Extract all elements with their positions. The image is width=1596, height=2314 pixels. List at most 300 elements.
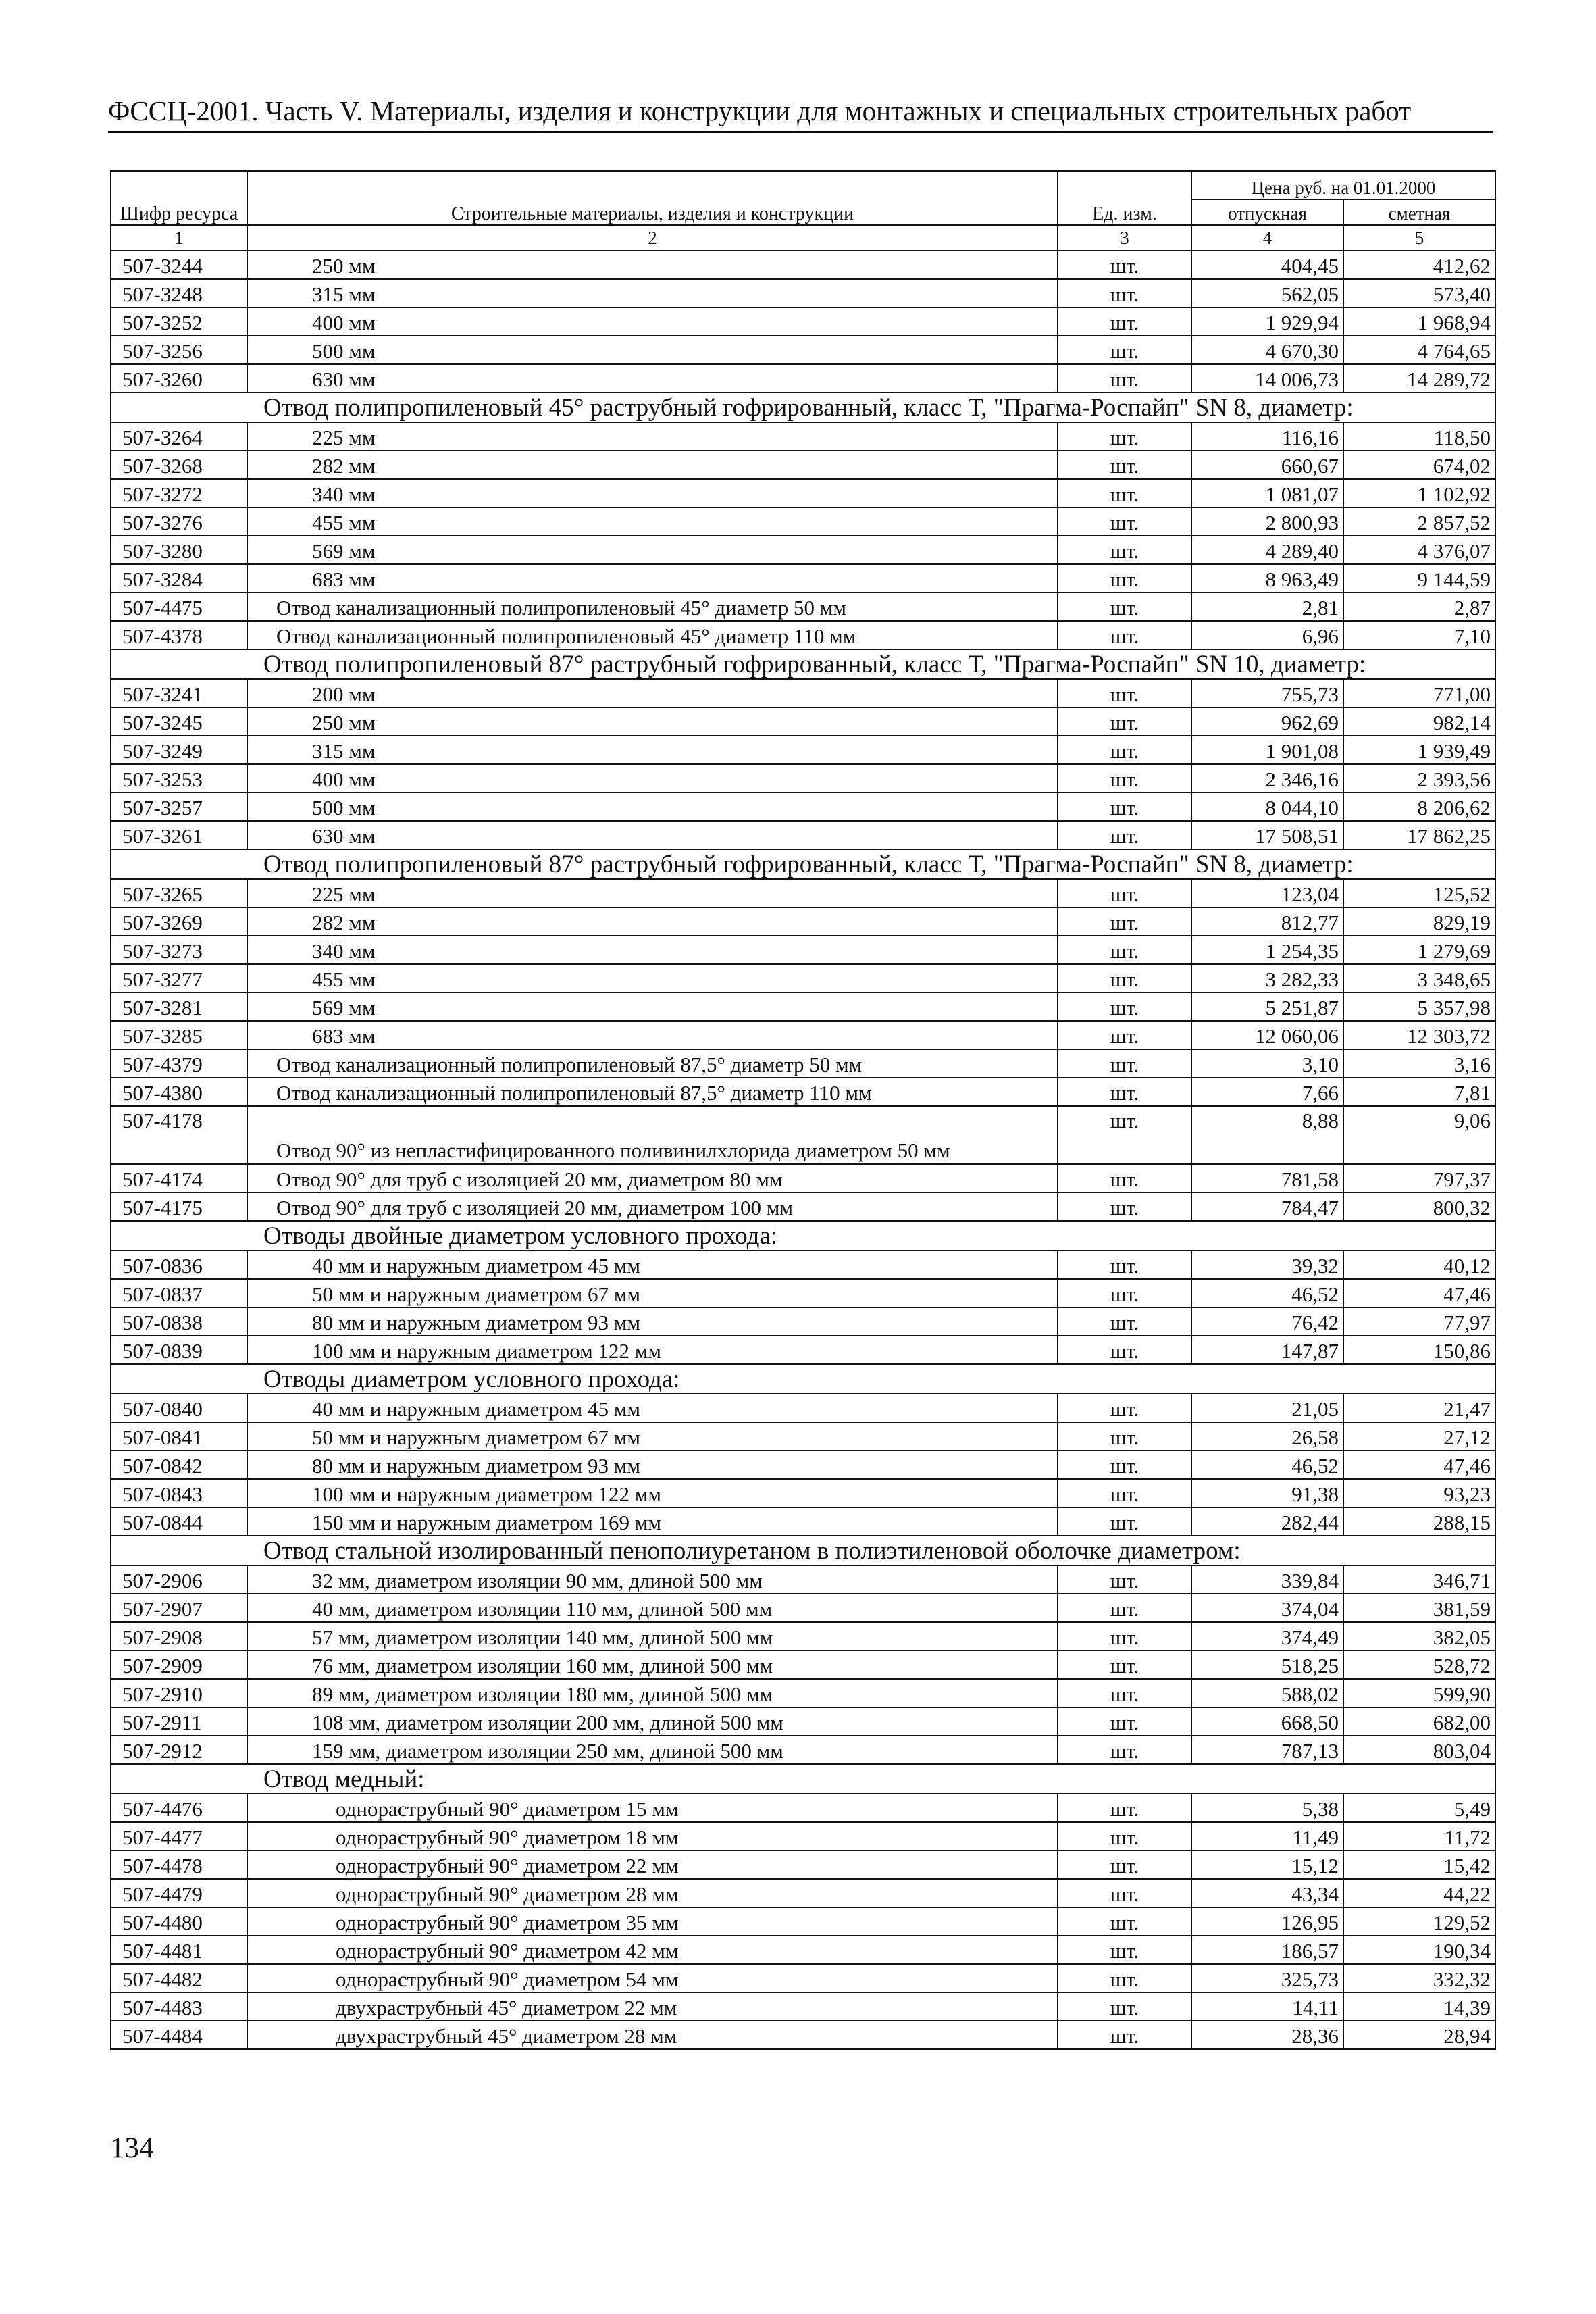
release-price: 14 006,73 xyxy=(1191,364,1343,393)
release-price: 6,96 xyxy=(1191,621,1343,649)
estimate-price: 9 144,59 xyxy=(1343,564,1495,593)
group-heading: Отвод полипропиленовый 87° раструбный гофрированный, класс Т, "Прагма-Роспайп" SN 8, диаметр: xyxy=(111,849,1495,879)
unit: шт. xyxy=(1058,479,1191,507)
item-name: Отвод 90° для труб с изоляцией 20 мм, диаметром 100 мм xyxy=(247,1192,1058,1221)
unit: шт. xyxy=(1058,964,1191,992)
column-number: 5 xyxy=(1343,225,1495,251)
table-row xyxy=(111,621,1495,649)
resource-code: 507-4475 xyxy=(111,593,247,621)
table-row xyxy=(111,1451,1495,1479)
release-price: 116,16 xyxy=(1191,422,1343,451)
table-row xyxy=(111,479,1495,507)
resource-code: 507-3264 xyxy=(111,422,247,451)
estimate-price: 573,40 xyxy=(1343,279,1495,307)
unit: шт. xyxy=(1058,1707,1191,1736)
column-number: 3 xyxy=(1058,225,1191,251)
item-name: 32 мм, диаметром изоляции 90 мм, длиной 500 мм xyxy=(247,1565,1058,1594)
unit: шт. xyxy=(1058,1049,1191,1078)
unit: шт. xyxy=(1058,1879,1191,1907)
release-price: 781,58 xyxy=(1191,1164,1343,1192)
release-price: 14,11 xyxy=(1191,1992,1343,2021)
item-name: 683 мм xyxy=(247,1021,1058,1049)
estimate-price: 17 862,25 xyxy=(1343,821,1495,849)
resource-code: 507-2908 xyxy=(111,1622,247,1651)
column-numbers-row xyxy=(111,225,1495,251)
estimate-price: 803,04 xyxy=(1343,1736,1495,1764)
resource-code: 507-3273 xyxy=(111,936,247,964)
item-name: 200 мм xyxy=(247,679,1058,707)
unit: шт. xyxy=(1058,1078,1191,1106)
table-row xyxy=(111,1192,1495,1221)
estimate-price: 288,15 xyxy=(1343,1507,1495,1536)
item-name: 400 мм xyxy=(247,764,1058,793)
item-name: двухраструбный 45° диаметром 28 мм xyxy=(247,2021,1058,2049)
release-price: 186,57 xyxy=(1191,1936,1343,1964)
release-price: 76,42 xyxy=(1191,1307,1343,1336)
release-price: 46,52 xyxy=(1191,1279,1343,1307)
item-name: однораструбный 90° диаметром 54 мм xyxy=(247,1964,1058,1992)
unit: шт. xyxy=(1058,1851,1191,1879)
header-name: Строительные материалы, изделия и конструкции xyxy=(247,171,1058,225)
group-heading: Отводы двойные диаметром условного прохода: xyxy=(111,1221,1495,1251)
estimate-price: 1 968,94 xyxy=(1343,307,1495,336)
table-row xyxy=(111,1651,1495,1679)
release-price: 15,12 xyxy=(1191,1851,1343,1879)
release-price: 374,49 xyxy=(1191,1622,1343,1651)
column-number: 2 xyxy=(247,225,1058,251)
resource-code: 507-3257 xyxy=(111,793,247,821)
table-row xyxy=(111,2021,1495,2049)
unit: шт. xyxy=(1058,1822,1191,1851)
release-price: 1 929,94 xyxy=(1191,307,1343,336)
table-row xyxy=(111,1164,1495,1192)
group-heading-row xyxy=(111,849,1495,879)
table-row xyxy=(111,1049,1495,1078)
table-row xyxy=(111,1078,1495,1106)
release-price: 28,36 xyxy=(1191,2021,1343,2049)
release-price: 5 251,87 xyxy=(1191,992,1343,1021)
item-name: двухраструбный 45° диаметром 22 мм xyxy=(247,1992,1058,2021)
item-name: однораструбный 90° диаметром 42 мм xyxy=(247,1936,1058,1964)
estimate-price: 118,50 xyxy=(1343,422,1495,451)
unit: шт. xyxy=(1058,451,1191,479)
resource-code: 507-0841 xyxy=(111,1422,247,1451)
table-row xyxy=(111,1507,1495,1536)
unit: шт. xyxy=(1058,564,1191,593)
item-name: 315 мм xyxy=(247,736,1058,764)
resource-code: 507-4482 xyxy=(111,1964,247,1992)
group-heading-row xyxy=(111,393,1495,422)
header-unit: Ед. изм. xyxy=(1058,171,1191,225)
resource-code: 507-4174 xyxy=(111,1164,247,1192)
table-header xyxy=(111,171,1495,251)
estimate-price: 28,94 xyxy=(1343,2021,1495,2049)
item-name: 50 мм и наружным диаметром 67 мм xyxy=(247,1279,1058,1307)
item-name: 100 мм и наружным диаметром 122 мм xyxy=(247,1479,1058,1507)
table-row xyxy=(111,1251,1495,1279)
item-name: однораструбный 90° диаметром 22 мм xyxy=(247,1851,1058,1879)
resource-code: 507-4481 xyxy=(111,1936,247,1964)
table-row xyxy=(111,964,1495,992)
unit: шт. xyxy=(1058,1279,1191,1307)
item-name: 630 мм xyxy=(247,364,1058,393)
group-heading: Отвод стальной изолированный пенополиуретаном в полиэтиленовой оболочке диаметром: xyxy=(111,1536,1495,1565)
table-row xyxy=(111,793,1495,821)
unit: шт. xyxy=(1058,992,1191,1021)
item-name: однораструбный 90° диаметром 28 мм xyxy=(247,1879,1058,1907)
header-release-price: отпускная xyxy=(1191,199,1343,225)
release-price: 4 670,30 xyxy=(1191,336,1343,364)
item-name: 569 мм xyxy=(247,536,1058,564)
release-price: 7,66 xyxy=(1191,1078,1343,1106)
resource-code: 507-3280 xyxy=(111,536,247,564)
resource-code: 507-4175 xyxy=(111,1192,247,1221)
release-price: 26,58 xyxy=(1191,1422,1343,1451)
unit: шт. xyxy=(1058,736,1191,764)
resource-code: 507-3261 xyxy=(111,821,247,849)
table-row xyxy=(111,1964,1495,1992)
unit: шт. xyxy=(1058,1936,1191,1964)
table-row xyxy=(111,907,1495,936)
estimate-price: 412,62 xyxy=(1343,251,1495,279)
estimate-price: 7,10 xyxy=(1343,621,1495,649)
item-name: 282 мм xyxy=(247,907,1058,936)
release-price: 46,52 xyxy=(1191,1451,1343,1479)
release-price: 8 044,10 xyxy=(1191,793,1343,821)
resource-code: 507-3249 xyxy=(111,736,247,764)
estimate-price: 3,16 xyxy=(1343,1049,1495,1078)
resource-code: 507-2912 xyxy=(111,1736,247,1764)
estimate-price: 15,42 xyxy=(1343,1851,1495,1879)
table-row xyxy=(111,593,1495,621)
table-row xyxy=(111,251,1495,279)
estimate-price: 346,71 xyxy=(1343,1565,1495,1594)
group-heading-row xyxy=(111,1221,1495,1251)
unit: шт. xyxy=(1058,936,1191,964)
resource-code: 507-4379 xyxy=(111,1049,247,1078)
estimate-price: 125,52 xyxy=(1343,879,1495,907)
unit: шт. xyxy=(1058,536,1191,564)
table-row xyxy=(111,707,1495,736)
table-row xyxy=(111,1422,1495,1451)
resource-code: 507-2911 xyxy=(111,1707,247,1736)
table-row xyxy=(111,1936,1495,1964)
estimate-price: 8 206,62 xyxy=(1343,793,1495,821)
item-name: 282 мм xyxy=(247,451,1058,479)
resource-code: 507-0843 xyxy=(111,1479,247,1507)
group-heading-row xyxy=(111,1364,1495,1394)
unit: шт. xyxy=(1058,1422,1191,1451)
unit: шт. xyxy=(1058,251,1191,279)
estimate-price: 682,00 xyxy=(1343,1707,1495,1736)
item-name: 50 мм и наружным диаметром 67 мм xyxy=(247,1422,1058,1451)
estimate-price: 528,72 xyxy=(1343,1651,1495,1679)
estimate-price: 11,72 xyxy=(1343,1822,1495,1851)
unit: шт. xyxy=(1058,879,1191,907)
estimate-price: 800,32 xyxy=(1343,1192,1495,1221)
unit: шт. xyxy=(1058,2021,1191,2049)
resource-code: 507-3252 xyxy=(111,307,247,336)
item-name: 150 мм и наружным диаметром 169 мм xyxy=(247,1507,1058,1536)
item-name: 40 мм и наружным диаметром 45 мм xyxy=(247,1251,1058,1279)
item-name: 250 мм xyxy=(247,251,1058,279)
resource-code: 507-0842 xyxy=(111,1451,247,1479)
table-row xyxy=(111,1992,1495,2021)
item-name: Отвод канализационный полипропиленовый 45° диаметр 110 мм xyxy=(247,621,1058,649)
estimate-price: 829,19 xyxy=(1343,907,1495,936)
item-name: 108 мм, диаметром изоляции 200 мм, длиной 500 мм xyxy=(247,1707,1058,1736)
release-price: 8,88 xyxy=(1191,1106,1343,1164)
resource-code: 507-3253 xyxy=(111,764,247,793)
unit: шт. xyxy=(1058,679,1191,707)
unit: шт. xyxy=(1058,764,1191,793)
release-price: 1 901,08 xyxy=(1191,736,1343,764)
table-row xyxy=(111,936,1495,964)
release-price: 2,81 xyxy=(1191,593,1343,621)
release-price: 2 346,16 xyxy=(1191,764,1343,793)
item-name: однораструбный 90° диаметром 35 мм xyxy=(247,1907,1058,1936)
resource-code: 507-4479 xyxy=(111,1879,247,1907)
estimate-price: 150,86 xyxy=(1343,1336,1495,1364)
unit: шт. xyxy=(1058,1021,1191,1049)
estimate-price: 93,23 xyxy=(1343,1479,1495,1507)
group-heading-row xyxy=(111,649,1495,679)
item-name: 225 мм xyxy=(247,422,1058,451)
estimate-price: 332,32 xyxy=(1343,1964,1495,1992)
resource-code: 507-0844 xyxy=(111,1507,247,1536)
resource-code: 507-3285 xyxy=(111,1021,247,1049)
estimate-price: 382,05 xyxy=(1343,1622,1495,1651)
unit: шт. xyxy=(1058,1594,1191,1622)
estimate-price: 674,02 xyxy=(1343,451,1495,479)
release-price: 588,02 xyxy=(1191,1679,1343,1707)
resource-code: 507-2909 xyxy=(111,1651,247,1679)
unit: шт. xyxy=(1058,364,1191,393)
item-name: 250 мм xyxy=(247,707,1058,736)
estimate-price: 47,46 xyxy=(1343,1451,1495,1479)
item-name: 159 мм, диаметром изоляции 250 мм, длиной 500 мм xyxy=(247,1736,1058,1764)
release-price: 404,45 xyxy=(1191,251,1343,279)
unit: шт. xyxy=(1058,336,1191,364)
unit: шт. xyxy=(1058,1964,1191,1992)
unit: шт. xyxy=(1058,1794,1191,1822)
table-row xyxy=(111,1736,1495,1764)
item-name: Отвод канализационный полипропиленовый 87,5° диаметр 50 мм xyxy=(247,1049,1058,1078)
resource-code: 507-2906 xyxy=(111,1565,247,1594)
resource-code: 507-3256 xyxy=(111,336,247,364)
release-price: 660,67 xyxy=(1191,451,1343,479)
resource-code: 507-0840 xyxy=(111,1394,247,1422)
table-row xyxy=(111,1279,1495,1307)
release-price: 962,69 xyxy=(1191,707,1343,736)
unit: шт. xyxy=(1058,1451,1191,1479)
price-table xyxy=(110,170,1496,2050)
item-name: Отвод 90° из непластифицированного поливинилхлорида диаметром 50 мм xyxy=(247,1106,1058,1164)
item-name: 630 мм xyxy=(247,821,1058,849)
release-price: 282,44 xyxy=(1191,1507,1343,1536)
resource-code: 507-4476 xyxy=(111,1794,247,1822)
item-name: 569 мм xyxy=(247,992,1058,1021)
table-row xyxy=(111,1907,1495,1936)
table-row xyxy=(111,821,1495,849)
unit: шт. xyxy=(1058,1622,1191,1651)
table-row xyxy=(111,1851,1495,1879)
release-price: 339,84 xyxy=(1191,1565,1343,1594)
estimate-price: 44,22 xyxy=(1343,1879,1495,1907)
estimate-price: 5 357,98 xyxy=(1343,992,1495,1021)
item-name: 100 мм и наружным диаметром 122 мм xyxy=(247,1336,1058,1364)
unit: шт. xyxy=(1058,1106,1191,1164)
estimate-price: 2 393,56 xyxy=(1343,764,1495,793)
estimate-price: 40,12 xyxy=(1343,1251,1495,1279)
estimate-price: 2 857,52 xyxy=(1343,507,1495,536)
estimate-price: 77,97 xyxy=(1343,1307,1495,1336)
release-price: 812,77 xyxy=(1191,907,1343,936)
release-price: 562,05 xyxy=(1191,279,1343,307)
table-row xyxy=(111,364,1495,393)
item-name: 683 мм xyxy=(247,564,1058,593)
item-name: 225 мм xyxy=(247,879,1058,907)
release-price: 787,13 xyxy=(1191,1736,1343,1764)
unit: шт. xyxy=(1058,1192,1191,1221)
table-row xyxy=(111,879,1495,907)
table-row xyxy=(111,422,1495,451)
table-row xyxy=(111,1822,1495,1851)
item-name: 76 мм, диаметром изоляции 160 мм, длиной 500 мм xyxy=(247,1651,1058,1679)
resource-code: 507-0839 xyxy=(111,1336,247,1364)
unit: шт. xyxy=(1058,1336,1191,1364)
resource-code: 507-3272 xyxy=(111,479,247,507)
resource-code: 507-3241 xyxy=(111,679,247,707)
estimate-price: 14 289,72 xyxy=(1343,364,1495,393)
table-row xyxy=(111,1021,1495,1049)
estimate-price: 9,06 xyxy=(1343,1106,1495,1164)
item-name: Отвод канализационный полипропиленовый 87,5° диаметр 110 мм xyxy=(247,1078,1058,1106)
estimate-price: 771,00 xyxy=(1343,679,1495,707)
resource-code: 507-0837 xyxy=(111,1279,247,1307)
item-name: 57 мм, диаметром изоляции 140 мм, длиной 500 мм xyxy=(247,1622,1058,1651)
resource-code: 507-3260 xyxy=(111,364,247,393)
header-code: Шифр ресурса xyxy=(111,171,247,225)
unit: шт. xyxy=(1058,1251,1191,1279)
release-price: 3 282,33 xyxy=(1191,964,1343,992)
resource-code: 507-3281 xyxy=(111,992,247,1021)
table-row xyxy=(111,279,1495,307)
resource-code: 507-0838 xyxy=(111,1307,247,1336)
table-row xyxy=(111,564,1495,593)
resource-code: 507-4480 xyxy=(111,1907,247,1936)
resource-code: 507-3268 xyxy=(111,451,247,479)
resource-code: 507-3248 xyxy=(111,279,247,307)
resource-code: 507-4483 xyxy=(111,1992,247,2021)
estimate-price: 4 376,07 xyxy=(1343,536,1495,564)
item-name: 400 мм xyxy=(247,307,1058,336)
unit: шт. xyxy=(1058,422,1191,451)
resource-code: 507-3244 xyxy=(111,251,247,279)
release-price: 784,47 xyxy=(1191,1192,1343,1221)
table-row xyxy=(111,1394,1495,1422)
page-header: ФССЦ-2001. Часть V. Материалы, изделия и конструкции для монтажных и специальных строительных работ xyxy=(108,93,1493,133)
release-price: 11,49 xyxy=(1191,1822,1343,1851)
unit: шт. xyxy=(1058,593,1191,621)
unit: шт. xyxy=(1058,1164,1191,1192)
table-row xyxy=(111,1794,1495,1822)
table-row xyxy=(111,764,1495,793)
resource-code: 507-2910 xyxy=(111,1679,247,1707)
item-name: 340 мм xyxy=(247,479,1058,507)
unit: шт. xyxy=(1058,707,1191,736)
estimate-price: 27,12 xyxy=(1343,1422,1495,1451)
column-number: 1 xyxy=(111,225,247,251)
estimate-price: 12 303,72 xyxy=(1343,1021,1495,1049)
resource-code: 507-3245 xyxy=(111,707,247,736)
item-name: 40 мм и наружным диаметром 45 мм xyxy=(247,1394,1058,1422)
estimate-price: 1 939,49 xyxy=(1343,736,1495,764)
resource-code: 507-4378 xyxy=(111,621,247,649)
item-name: однораструбный 90° диаметром 15 мм xyxy=(247,1794,1058,1822)
estimate-price: 3 348,65 xyxy=(1343,964,1495,992)
release-price: 5,38 xyxy=(1191,1794,1343,1822)
release-price: 147,87 xyxy=(1191,1336,1343,1364)
release-price: 325,73 xyxy=(1191,1964,1343,1992)
item-name: 340 мм xyxy=(247,936,1058,964)
unit: шт. xyxy=(1058,1479,1191,1507)
column-number: 4 xyxy=(1191,225,1343,251)
table-row xyxy=(111,679,1495,707)
release-price: 3,10 xyxy=(1191,1049,1343,1078)
unit: шт. xyxy=(1058,507,1191,536)
table-body xyxy=(111,251,1495,2049)
table-row xyxy=(111,1106,1495,1164)
estimate-price: 7,81 xyxy=(1343,1078,1495,1106)
resource-code: 507-3276 xyxy=(111,507,247,536)
estimate-price: 129,52 xyxy=(1343,1907,1495,1936)
item-name: 40 мм, диаметром изоляции 110 мм, длиной 500 мм xyxy=(247,1594,1058,1622)
group-heading: Отвод медный: xyxy=(111,1764,1495,1794)
resource-code: 507-0836 xyxy=(111,1251,247,1279)
table-row xyxy=(111,1622,1495,1651)
item-name: 455 мм xyxy=(247,964,1058,992)
table-row xyxy=(111,451,1495,479)
release-price: 1 254,35 xyxy=(1191,936,1343,964)
estimate-price: 1 279,69 xyxy=(1343,936,1495,964)
item-name: Отвод канализационный полипропиленовый 45° диаметр 50 мм xyxy=(247,593,1058,621)
release-price: 12 060,06 xyxy=(1191,1021,1343,1049)
table-row xyxy=(111,1336,1495,1364)
resource-code: 507-4477 xyxy=(111,1822,247,1851)
release-price: 39,32 xyxy=(1191,1251,1343,1279)
unit: шт. xyxy=(1058,279,1191,307)
item-name: 500 мм xyxy=(247,793,1058,821)
release-price: 21,05 xyxy=(1191,1394,1343,1422)
item-name: 315 мм xyxy=(247,279,1058,307)
estimate-price: 190,34 xyxy=(1343,1936,1495,1964)
header-estimate-price: сметная xyxy=(1343,199,1495,225)
release-price: 91,38 xyxy=(1191,1479,1343,1507)
release-price: 17 508,51 xyxy=(1191,821,1343,849)
unit: шт. xyxy=(1058,1679,1191,1707)
item-name: 500 мм xyxy=(247,336,1058,364)
table-row xyxy=(111,1707,1495,1736)
item-name: однораструбный 90° диаметром 18 мм xyxy=(247,1822,1058,1851)
table-row xyxy=(111,1479,1495,1507)
unit: шт. xyxy=(1058,907,1191,936)
group-heading: Отводы диаметром условного прохода: xyxy=(111,1364,1495,1394)
unit: шт. xyxy=(1058,1507,1191,1536)
resource-code: 507-4380 xyxy=(111,1078,247,1106)
release-price: 374,04 xyxy=(1191,1594,1343,1622)
estimate-price: 982,14 xyxy=(1343,707,1495,736)
